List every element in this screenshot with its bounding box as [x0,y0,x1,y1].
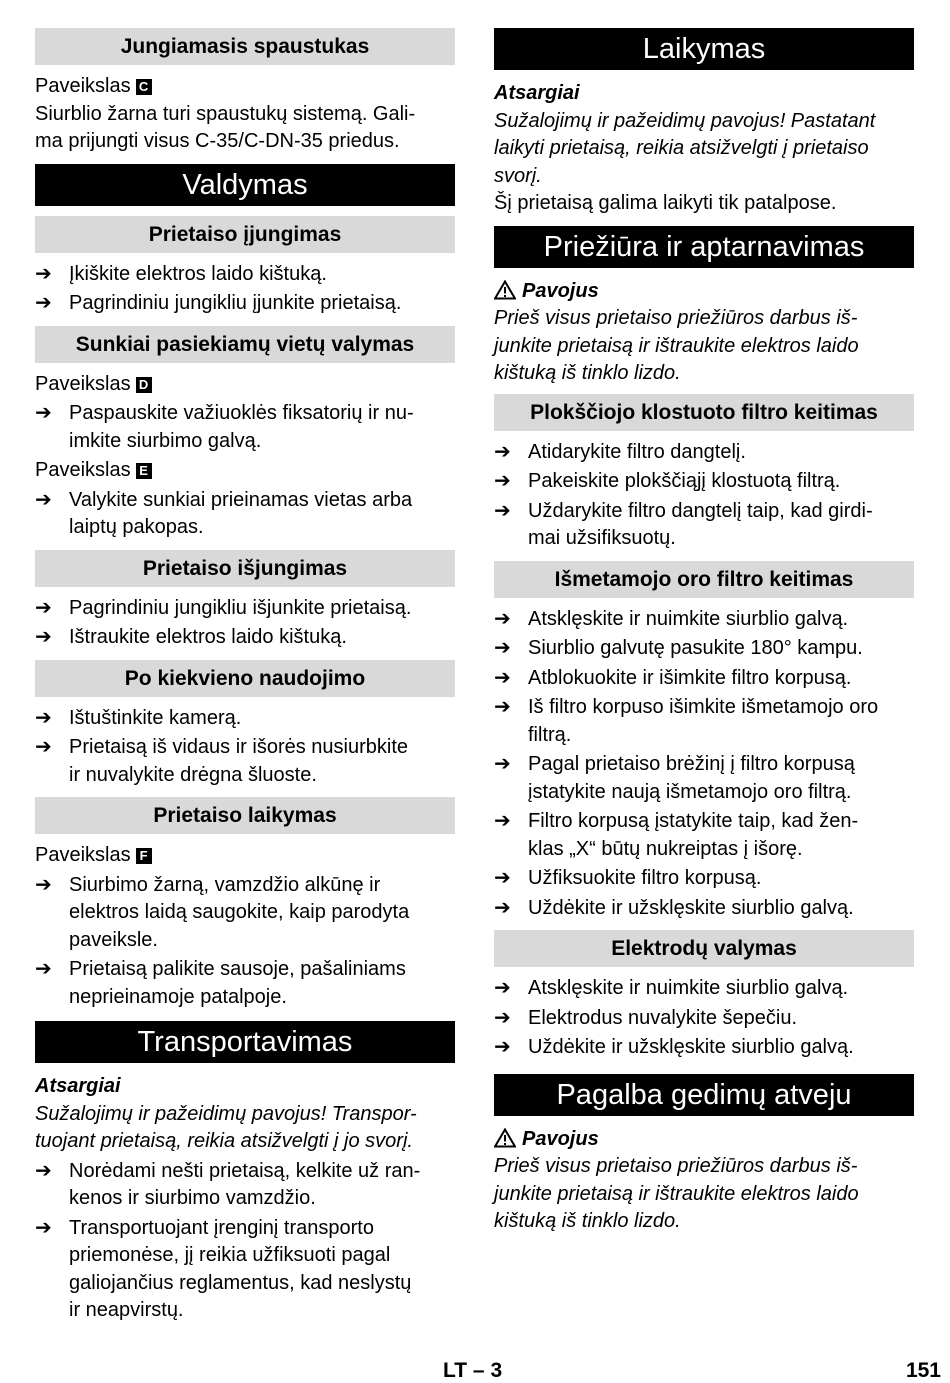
danger-label: Pavojus [494,1126,914,1154]
arrow-icon: ➔ [494,696,511,718]
list-item: ➔ Prietaisą palikite sausoje, pašaliniams neprieinamoje patalpoje. [35,956,455,1011]
caution-text: Sužalojimų ir pažeidimų pavojus! Transpor- tuojant prietaisą, reikia atsižvelgti į jo svorį. [35,1102,417,1152]
list-item: ➔ Atsklęskite ir nuimkite siurblio galvą. [494,606,914,634]
list-item: ➔ Iš filtro korpuso išimkite išmetamojo oro filtrą. [494,694,914,749]
arrow-icon: ➔ [35,262,52,285]
list-item: ➔ Prietaisą iš vidaus ir išorės nusiurbkite ir nuvalykite drėgna šluoste. [35,734,455,789]
figure-letter-f: F [136,848,152,864]
heading-transportavimas: Transportavimas [35,1021,455,1063]
paragraph: Siurblio žarna turi spaustukų sistemą. Gali- ma prijungti visus C-35/C-DN-35 priedus. [35,102,416,152]
danger-text: Prieš visus prietaiso priežiūros darbus iš- junkite prietaisą ir ištraukite elektros laido kištuką iš tinklo lizdo. [494,307,859,384]
arrow-icon: ➔ [35,402,52,424]
figure-ref-e: Paveikslas E [35,457,455,485]
figure-ref-f: Paveikslas F [35,842,455,870]
right-column [494,28,914,1236]
page-number: 151 [905,1359,941,1382]
arrow-icon: ➔ [35,626,52,648]
arrow-icon: ➔ [35,1159,52,1182]
arrow-icon: ➔ [35,1216,52,1239]
arrow-icon: ➔ [494,867,511,889]
heading-isjungimas: Prietaiso išjungimas [35,550,455,587]
heading-ijungimas: Prietaiso įjungimas [35,216,455,253]
paragraph: Šį prietaisą galima laikyti tik patalpose. [494,192,837,214]
heading-filtro-keitimas: Plokščiojo klostuoto filtro keitimas [494,394,914,431]
arrow-icon: ➔ [494,977,511,999]
arrow-icon: ➔ [494,499,511,522]
list-item: ➔ Pagal prietaiso brėžinį į filtro korpusą įstatykite naują išmetamojo oro filtrą. [494,751,914,806]
heading-elektrodu-valymas: Elektrodų valymas [494,930,914,967]
arrow-icon: ➔ [494,1006,511,1029]
list-item: ➔ Uždėkite ir užsklęskite siurblio galvą. [494,1034,914,1062]
arrow-icon: ➔ [35,736,52,758]
list-item: ➔ Užfiksuokite filtro korpusą. [494,865,914,893]
list-item: ➔ Pagrindiniu jungikliu išjunkite prietaisą. [35,595,455,623]
danger-text: Prieš visus prietaiso priežiūros darbus iš- junkite prietaisą ir ištraukite elektros laido kištuką iš tinklo lizdo. [494,1155,859,1232]
heading-prietaiso-laikymas: Prietaiso laikymas [35,797,455,834]
list-item: ➔ Atblokuokite ir išimkite filtro korpusą. [494,665,914,693]
list-item: ➔ Transportuojant įrenginį transporto priemonėse, jį reikia užfiksuoti pagal galiojančius reglamentus, kad neslystų ir neapvirstų. [35,1215,455,1325]
caution-label: Atsargiai [494,82,580,104]
list-item: ➔ Ištuštinkite kamerą. [35,705,455,733]
caution-label: Atsargiai [35,1075,121,1097]
figure-letter-e: E [136,463,152,479]
left-column [35,28,455,1327]
arrow-icon: ➔ [494,470,511,492]
list-item: ➔ Atidarykite filtro dangtelį. [494,439,914,467]
list-item: ➔ Pagrindiniu jungikliu įjunkite prietaisą. [35,290,455,318]
footer-section: LT – 3 [443,1359,503,1382]
arrow-icon: ➔ [35,596,52,619]
figure-letter-c: C [136,79,152,95]
list-item: ➔ Įkiškite elektros laido kištuką. [35,261,455,289]
arrow-icon: ➔ [494,666,511,689]
heading-pagalba: Pagalba gedimų atveju [494,1074,914,1116]
arrow-icon: ➔ [35,873,52,896]
list-item: ➔ Ištraukite elektros laido kištuką. [35,624,455,652]
arrow-icon: ➔ [494,753,511,775]
arrow-icon: ➔ [494,607,511,630]
heading-laikymas: Laikymas [494,28,914,70]
arrow-icon: ➔ [494,637,511,659]
arrow-icon: ➔ [494,440,511,463]
heading-prieziura: Priežiūra ir aptarnavimas [494,226,914,268]
heading-sunkiai: Sunkiai pasiekiamų vietų valymas [35,326,455,363]
heading-jungiamasis: Jungiamasis spaustukas [35,28,455,65]
arrow-icon: ➔ [35,488,52,511]
list-item: ➔ Valykite sunkiai prieinamas vietas arba laiptų pakopas. [35,487,455,542]
arrow-icon: ➔ [35,958,52,980]
list-item: ➔ Uždarykite filtro dangtelį taip, kad girdi- mai užsifiksuotų. [494,498,914,553]
arrow-icon: ➔ [494,896,511,919]
heading-oro-filtro-keitimas: Išmetamojo oro filtro keitimas [494,561,914,598]
figure-ref-d: Paveikslas D [35,371,455,399]
list-item: ➔ Pakeiskite plokščiąjį klostuotą filtrą. [494,468,914,496]
arrow-icon: ➔ [494,1036,511,1058]
figure-ref-c: Paveikslas C [35,73,455,101]
list-item: ➔ Norėdami nešti prietaisą, kelkite už ran- kenos ir siurbimo vamzdžio. [35,1158,455,1213]
heading-valdymas: Valdymas [35,164,455,206]
list-item: ➔ Siurbimo žarną, vamzdžio alkūnę ir elektros laidą saugokite, kaip parodyta paveiksle. [35,872,455,955]
list-item: ➔ Uždėkite ir užsklęskite siurblio galvą. [494,895,914,923]
list-item: ➔ Filtro korpusą įstatykite taip, kad žen- klas „X“ būtų nukreiptas į išorę. [494,808,914,863]
list-item: ➔ Siurblio galvutę pasukite 180° kampu. [494,635,914,663]
list-item: ➔ Paspauskite važiuoklės fiksatorių ir nu- imkite siurbimo galvą. [35,400,455,455]
caution-text: Sužalojimų ir pažeidimų pavojus! Pastatant laikyti prietaisą, reikia atsižvelgti į prietaiso svorį. [494,109,876,187]
danger-label: Pavojus [494,278,914,306]
arrow-icon: ➔ [35,706,52,729]
list-item: ➔ Elektrodus nuvalykite šepečiu. [494,1005,914,1033]
list-item: ➔ Atsklęskite ir nuimkite siurblio galvą. [494,975,914,1003]
warning-triangle-icon [494,1128,516,1148]
figure-letter-d: D [136,377,152,393]
arrow-icon: ➔ [494,810,511,832]
heading-po-naudojimo: Po kiekvieno naudojimo [35,660,455,697]
warning-triangle-icon [494,280,516,300]
arrow-icon: ➔ [35,292,52,314]
